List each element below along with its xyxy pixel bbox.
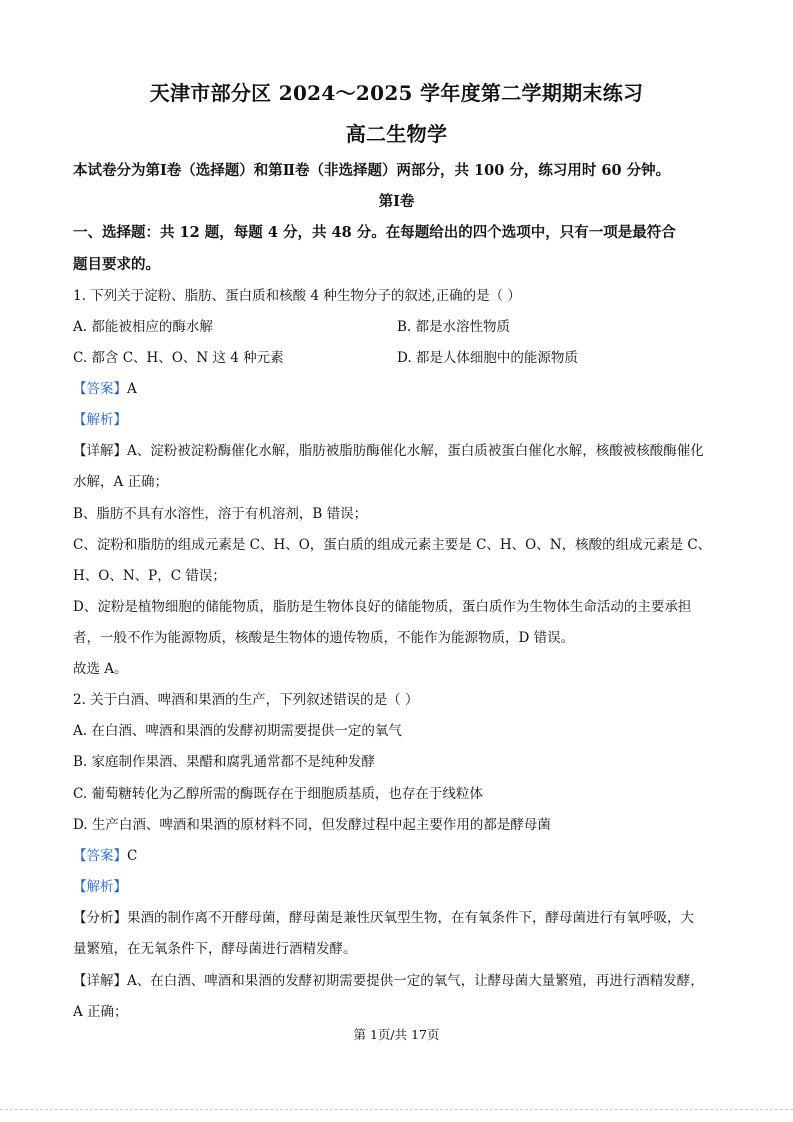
q2-analysis-row xyxy=(73,878,723,896)
section-instructions-line1: 一、选择题：共 12 题，每题 4 分，共 48 分。在每题给出的四个选项中，只有一项是最符合 xyxy=(73,224,676,241)
q2-option-c: C. 葡萄糖转化为乙醇所需的酶既存在于细胞质基质，也存在于线粒体 xyxy=(73,786,483,802)
q2-detail-tag: 【详解】 xyxy=(73,973,127,989)
page-bottom-rule xyxy=(0,1109,793,1110)
q2-fenxi-tag: 【分析】 xyxy=(73,910,127,926)
q2-answer-row xyxy=(73,847,723,865)
q1-option-c: C. 都含 C、H、O、N 这 4 种元素 xyxy=(73,350,284,366)
q1-answer-tag: 【答案】 xyxy=(73,381,127,397)
q1-answer: A xyxy=(127,381,137,397)
q1-detail-tag: 【详解】 xyxy=(73,443,127,459)
q1-detail-l4: C、淀粉和脂肪的组成元素是 C、H、O，蛋白质的组成元素主要是 C、H、O、N，核酸的组成元素是 C、 xyxy=(73,537,712,553)
document-subtitle: 高二生物学 xyxy=(345,122,448,146)
q2-fenxi-row xyxy=(73,909,723,927)
q1-option-b: B. 都是水溶性物质 xyxy=(397,319,511,335)
q1-detail-row xyxy=(73,442,723,460)
q2-fenxi-l1: 果酒的制作离不开酵母菌，酵母菌是兼性厌氧型生物，在有氧条件下，酵母菌进行有氧呼吸，大 xyxy=(127,910,694,926)
section-instructions-line2: 题目要求的。 xyxy=(73,256,160,273)
document-title: 天津市部分区 2024～2025 学年度第二学期期末练习 xyxy=(149,81,644,105)
q1-detail-l1: A、淀粉被淀粉酶催化水解，脂肪被脂肪酶催化水解，蛋白质被蛋白催化水解，核酸被核酸酶催化 xyxy=(127,443,704,459)
q2-answer-tag: 【答案】 xyxy=(73,848,127,864)
q2-analysis-tag: 【解析】 xyxy=(73,879,127,895)
q1-analysis-tag: 【解析】 xyxy=(73,412,127,428)
q1-answer-row xyxy=(73,380,723,398)
q1-detail-l5: H、O、N、P，C 错误； xyxy=(73,568,226,584)
q2-detail-l2: A 正确； xyxy=(73,1004,128,1020)
page-footer: 第 1页/共 17页 xyxy=(353,1027,440,1042)
exam-intro: 本试卷分为第Ⅰ卷（选择题）和第Ⅱ卷（非选择题）两部分，共 100 分，练习用时 60 分钟。 xyxy=(73,162,671,179)
q1-option-d: D. 都是人体细胞中的能源物质 xyxy=(397,350,578,366)
q1-option-a: A. 都能被相应的酶水解 xyxy=(73,319,213,335)
q2-option-a: A. 在白酒、啤酒和果酒的发酵初期需要提供一定的氧气 xyxy=(73,723,402,739)
q1-detail-l6: D、淀粉是植物细胞的储能物质，脂肪是生物体良好的储能物质，蛋白质作为生物体生命活动的主要承担 xyxy=(73,599,692,615)
q1-stem: 1. 下列关于淀粉、脂肪、蛋白质和核酸 4 种生物分子的叙述,正确的是（ ） xyxy=(73,288,521,304)
q2-option-b: B. 家庭制作果酒、果醋和腐乳通常都不是纯种发酵 xyxy=(73,754,376,770)
q2-detail-row xyxy=(73,972,723,990)
q1-conclusion: 故选 A。 xyxy=(73,661,128,677)
q2-stem: 2. 关于白酒、啤酒和果酒的生产，下列叙述错误的是（ ） xyxy=(73,692,419,708)
q2-option-d: D. 生产白酒、啤酒和果酒的原材料不同，但发酵过程中起主要作用的都是酵母菌 xyxy=(73,817,551,833)
q2-fenxi-l2: 量繁殖，在无氧条件下，酵母菌进行酒精发酵。 xyxy=(73,941,357,957)
q1-analysis-row xyxy=(73,411,723,429)
q1-detail-l7: 者，一般不作为能源物质，核酸是生物体的遗传物质，不能作为能源物质，D 错误。 xyxy=(73,630,575,646)
q2-detail-l1: A、在白酒、啤酒和果酒的发酵初期需要提供一定的氧气，让酵母菌大量繁殖，再进行酒精发酵， xyxy=(127,973,704,989)
section-title: 第Ⅰ卷 xyxy=(378,193,415,210)
q1-detail-l2: 水解，A 正确； xyxy=(73,474,169,490)
q2-answer: C xyxy=(127,848,138,864)
q1-detail-l3: B、脂肪不具有水溶性，溶于有机溶剂，B 错误； xyxy=(73,506,368,522)
